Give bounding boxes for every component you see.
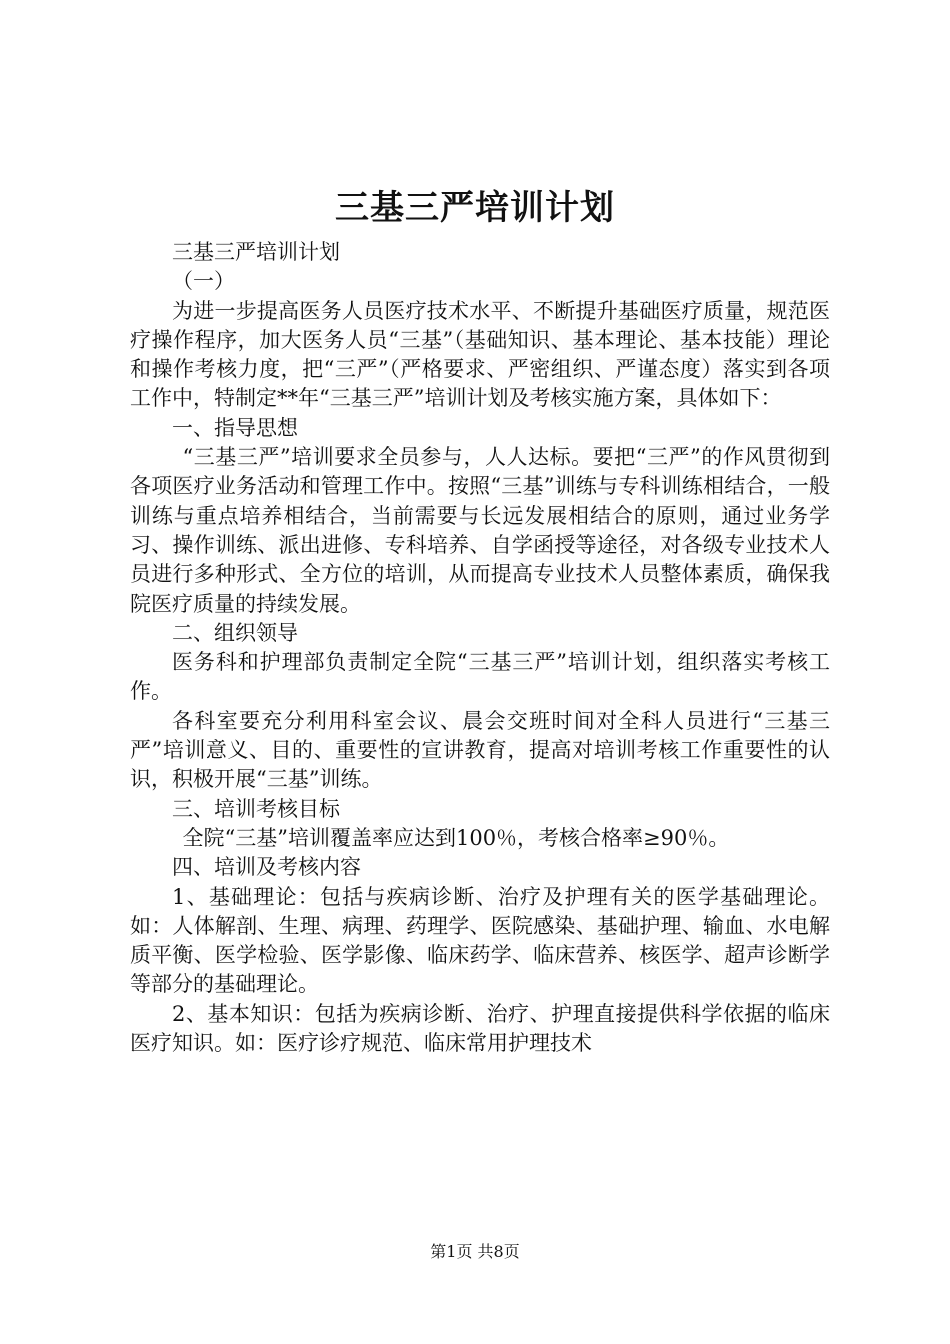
paragraph-organization-1: 医务科和护理部负责制定全院“三基三严”培训计划，组织落实考核工作。 bbox=[130, 650, 830, 704]
heading-organization: 二、组织领导 bbox=[172, 620, 298, 645]
intro-paragraph: 为进一步提高医务人员医疗技术水平、不断提升基础医疗质量，规范医疗操作程序，加大医务人员“三基”（基础知识、基本理论、基本技能）理论和操作考核力度，把“三严”（严格要求、严密组织、严谨态度）落实到各项工作中，特制定**年“三基三严”培训计划及考核实施方案，具体如下： bbox=[130, 298, 830, 411]
heading-training-content: 四、培训及考核内容 bbox=[172, 855, 361, 880]
heading-guiding-thought: 一、指导思想 bbox=[172, 415, 298, 440]
subtitle-line: 三基三严培训计划 bbox=[172, 240, 340, 264]
section-number: （一） bbox=[172, 269, 235, 294]
paragraph-organization-2: 各科室要充分利用科室会议、晨会交班时间对全科人员进行“三基三严”培训意义、目的、重要性的宣讲教育，提高对培训考核工作重要性的认识，积极开展“三基”训练。 bbox=[130, 708, 830, 792]
paragraph-basic-theory: 1、基础理论：包括与疾病诊断、治疗及护理有关的医学基础理论。如：人体解剖、生理、病理、药理学、医院感染、基础护理、输血、水电解质平衡、医学检验、医学影像、临床药学、临床营养、核医学、超声诊断学等部分的基础理论。 bbox=[130, 884, 830, 997]
document-body bbox=[130, 238, 830, 1058]
document-title: 三基三严培训计划 bbox=[335, 188, 615, 228]
paragraph-basic-knowledge: 2、基本知识：包括为疾病诊断、治疗、护理直接提供科学依据的临床医疗知识。如：医疗诊疗规范、临床常用护理技术 bbox=[130, 1001, 830, 1056]
page-footer: 第1页 共8页 bbox=[430, 1242, 520, 1261]
paragraph-training-targets: 全院“三基”培训覆盖率应达到100％，考核合格率≥90％。 bbox=[182, 825, 730, 850]
paragraph-guiding-thought: “三基三严”培训要求全员参与，人人达标。要把“三严”的作风贯彻到各项医疗业务活动和管理工作中。按照“三基”训练与专科训练相结合，一般训练与重点培养相结合，当前需要与长远发展相结合的原则，通过业务学习、操作训练、派出进修、专科培养、自学函授等途径，对各级专业技术人员进行多种形式、全方位的培训，从而提高专业技术人员整体素质，确保我院医疗质量的持续发展。 bbox=[130, 445, 830, 616]
heading-training-targets: 三、培训考核目标 bbox=[172, 796, 340, 821]
